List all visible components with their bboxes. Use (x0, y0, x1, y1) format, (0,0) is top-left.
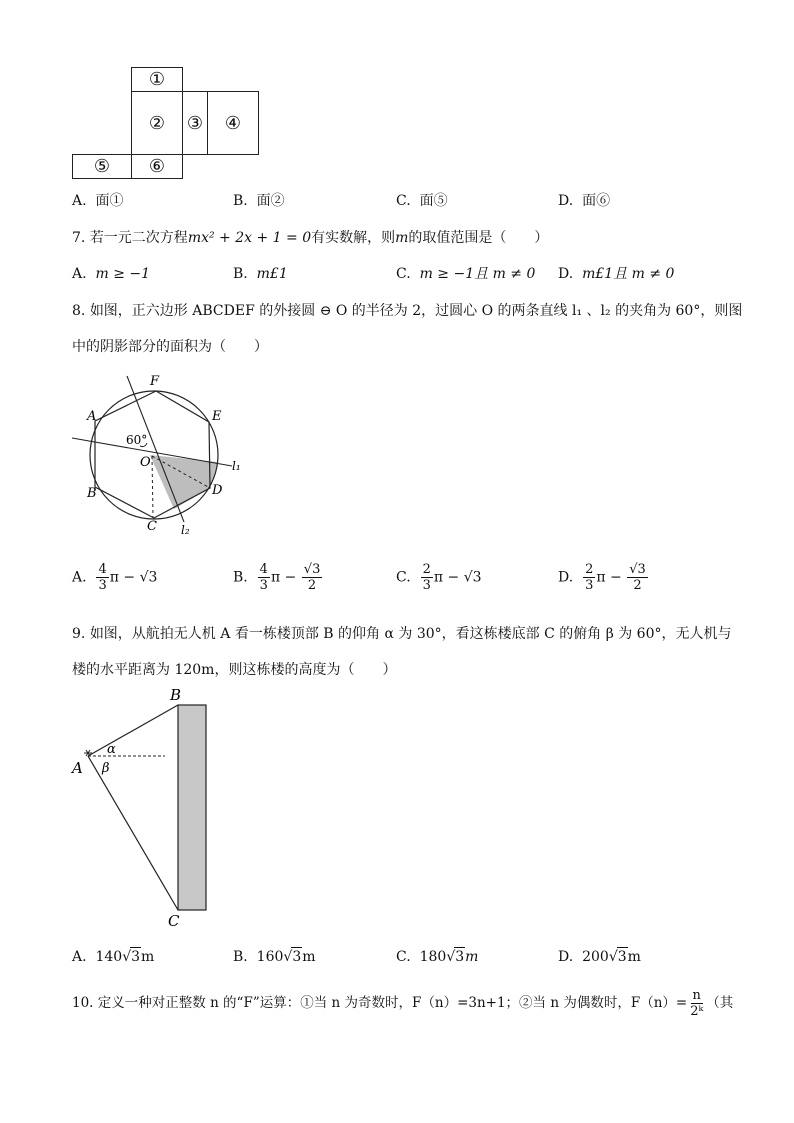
label-o: O (140, 455, 151, 470)
q9-stem-line2: 楼的水平距离为 120m，则这栋楼的高度为（ ） (72, 662, 397, 678)
label-a: A (72, 759, 83, 777)
option-letter: C. (396, 949, 411, 965)
label-a: A (87, 409, 97, 424)
label-beta: β (102, 761, 110, 776)
option-letter: A. (72, 569, 87, 586)
q6-option-c[interactable] (396, 192, 448, 210)
option-text: 面⑤ (419, 193, 448, 209)
q10-number: 10. (72, 995, 94, 1011)
q9-option-b[interactable]: B. 160√3m (233, 949, 316, 965)
q7-var: m (395, 230, 409, 246)
label-l2: l₂ (181, 523, 190, 537)
q9-option-a[interactable]: A. 140√3m (72, 949, 155, 965)
net-face-5: ⑤ (72, 154, 132, 179)
q7-stem-after: 有实数解，则 (311, 230, 396, 246)
q7-option-d[interactable] (558, 265, 674, 283)
option-radicand: 3 (131, 949, 141, 965)
q7-stem-before: 若一元二次方程 (89, 230, 188, 246)
option-unit: m (302, 949, 316, 965)
q7-number: 7. (72, 230, 86, 246)
option-letter: B. (233, 949, 248, 965)
option-radicand: 3 (617, 949, 627, 965)
option-coef: 200 (582, 949, 609, 965)
option-unit: m (627, 949, 641, 965)
option-letter: C. (396, 569, 411, 586)
q10-stem (72, 988, 733, 1019)
q9-option-d[interactable]: D. 200√3m (558, 949, 641, 965)
sightline-ab (88, 705, 178, 756)
fraction: $\frac{4}{3}$ (98, 562, 107, 593)
q8-stem-line2: 中的阴影部分的面积为（ ） (72, 339, 268, 355)
label-e: E (212, 409, 222, 424)
q10-text: 定义一种对正整数 n 的“F”运算：①当 n 为奇数时，F（n）=3n+1；②当 n 为偶数时，F（n）= (97, 995, 688, 1011)
option-unit: m (465, 949, 479, 965)
option-coef: 140 (95, 949, 123, 965)
q7-stem-end: 的取值范围是（ ） (408, 230, 549, 246)
option-text: m£1且 m ≠ 0 (582, 266, 675, 282)
option-radicand: 3 (292, 949, 302, 965)
option-text: m£1 (256, 266, 288, 282)
fraction: $\frac{2}{3}$ (422, 562, 431, 593)
net-face-2: ② (131, 91, 183, 155)
q7-option-c[interactable] (396, 265, 535, 283)
fraction-sqrt: $\frac{√3}{2}$ (303, 562, 321, 593)
net-face-6: ⑥ (131, 154, 183, 179)
option-radicand: 3 (455, 949, 465, 965)
circumcircle (90, 391, 218, 519)
q8-number: 8. (72, 303, 86, 319)
q9-number: 9. (72, 626, 86, 642)
q10-fraction: $\frac{n}{\text{2ᵏ}}$ (690, 988, 704, 1019)
q7-option-a[interactable] (72, 265, 150, 283)
option-text: m ≥ −1 (95, 266, 151, 282)
q8-option-d[interactable] (558, 562, 649, 593)
option-letter: B. (233, 266, 248, 282)
q9-line1: 如图，从航拍无人机 A 看一栋楼顶部 B 的仰角 α 为 30°，看这栋楼底部 C 的俯角 β 为 60°，无人机与 (89, 626, 732, 642)
option-letter: B. (233, 193, 248, 209)
option-letter: A. (72, 193, 87, 209)
net-face-1: ① (131, 67, 183, 92)
q8-line1: 如图，正六边形 ABCDEF 的外接圆 ⊖ O 的半径为 2，过圆心 O 的两条直线 l₁ 、l₂ 的夹角为 60°，则图 (89, 303, 743, 319)
label-f: F (150, 374, 160, 389)
q6-option-a[interactable] (72, 192, 123, 210)
building (178, 705, 206, 910)
segment-oc (152, 456, 153, 517)
q6-option-b[interactable] (233, 192, 285, 210)
q7-stem (72, 229, 548, 247)
option-letter: A. (72, 949, 87, 965)
label-c: C (147, 519, 157, 534)
option-coef: 160 (256, 949, 284, 965)
fraction: $\frac{4}{3}$ (259, 562, 268, 593)
q8-option-b[interactable] (233, 562, 323, 593)
q9-option-c[interactable]: C. 180√3m (396, 949, 479, 965)
option-unit: m (141, 949, 155, 965)
q10-tail: （其 (706, 995, 734, 1011)
shaded-region (150, 455, 218, 509)
q8-option-c[interactable] (396, 562, 482, 593)
q7-equation: mx² + 2x + 1 = 0 (187, 230, 312, 246)
label-c: C (168, 912, 180, 930)
option-text: 面① (95, 193, 124, 209)
option-mid: π − (270, 569, 297, 586)
option-letter: B. (233, 569, 248, 586)
q8-option-a[interactable] (72, 562, 157, 593)
label-angle: 60° (126, 433, 148, 447)
option-letter: D. (558, 569, 574, 586)
option-letter: A. (72, 266, 87, 282)
option-letter: C. (396, 266, 411, 282)
option-letter: C. (396, 193, 411, 209)
q7-option-b[interactable] (233, 265, 288, 283)
option-letter: D. (558, 949, 574, 965)
q6-option-d[interactable] (558, 192, 610, 210)
option-letter: D. (558, 266, 574, 282)
option-mid: π − (596, 569, 622, 586)
label-l1: l₁ (232, 459, 241, 473)
hexagon-circle-figure (60, 365, 260, 540)
net-face-3: ③ (182, 91, 208, 155)
q9-stem-line1 (72, 625, 732, 643)
option-coef: 180 (419, 949, 447, 965)
option-letter: D. (558, 193, 574, 209)
label-alpha: α (107, 742, 116, 757)
label-d: D (212, 483, 223, 498)
line-l1 (72, 438, 232, 466)
sightline-ac (88, 756, 178, 910)
label-b: B (87, 486, 97, 501)
label-b: B (170, 686, 182, 704)
option-text: 面⑥ (582, 193, 611, 209)
fraction-sqrt: $\frac{√3}{2}$ (629, 562, 646, 593)
q8-stem-line1 (72, 302, 742, 320)
fraction: $\frac{2}{3}$ (585, 562, 594, 593)
option-tail: π − √3 (109, 569, 158, 586)
option-tail: π − √3 (433, 569, 482, 586)
net-face-4: ④ (207, 91, 259, 155)
option-text: m ≥ −1且 m ≠ 0 (419, 266, 536, 282)
drone-building-figure (66, 685, 216, 930)
option-text: 面② (256, 193, 285, 209)
